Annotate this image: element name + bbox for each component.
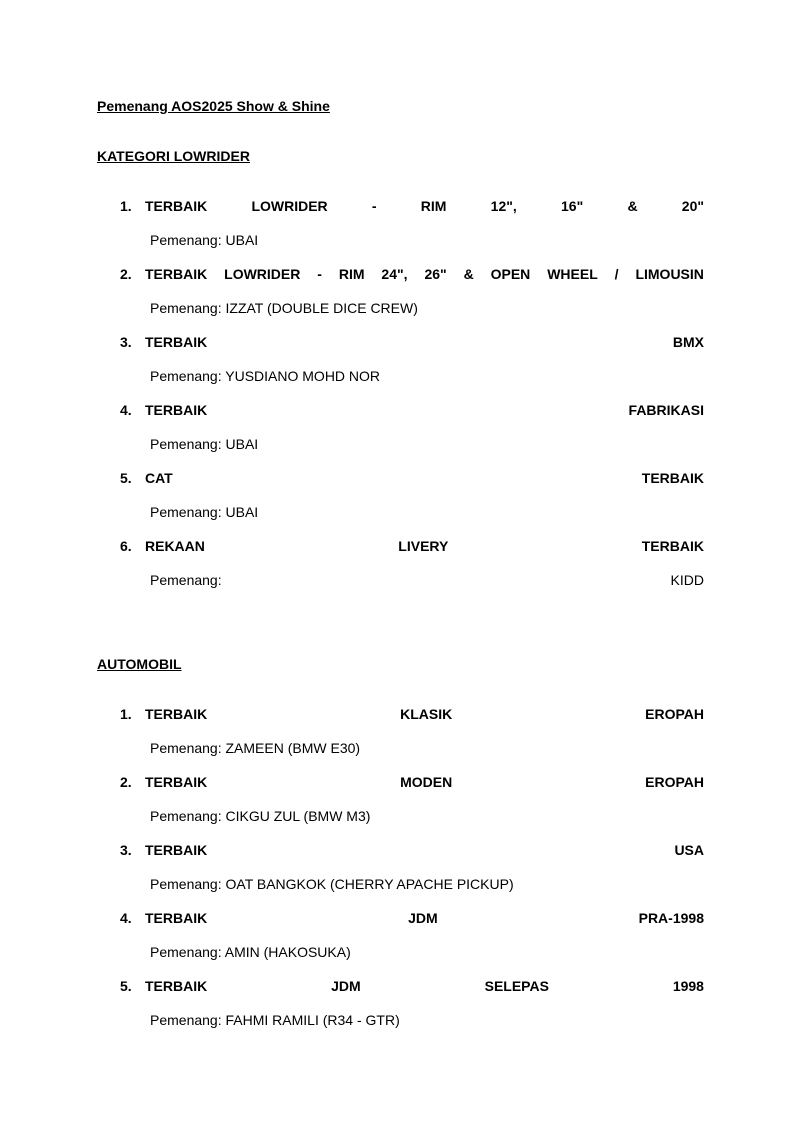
category-word: PRA-1998 (638, 910, 704, 926)
category-word: MODEN (400, 774, 453, 790)
category-word: 12", (490, 198, 517, 214)
winner-label: Pemenang: (150, 808, 222, 824)
category-word: RIM (420, 198, 447, 214)
entry-category (145, 197, 704, 215)
entry-number: 5. (120, 470, 132, 486)
category-word: 1998 (672, 978, 704, 994)
winner-name: CIKGU ZUL (BMW M3) (225, 808, 371, 824)
winner-label: Pemenang: (150, 572, 222, 588)
lowrider-entry-5 (120, 469, 704, 487)
lowrider-winner-4 (150, 435, 704, 453)
category-word: & (463, 266, 474, 282)
entry-category (145, 841, 704, 859)
lowrider-entry-3 (120, 333, 704, 351)
category-word: SELEPAS (484, 978, 549, 994)
category-word: TERBAIK (145, 706, 208, 722)
entry-category (145, 537, 704, 555)
entry-number: 6. (120, 538, 132, 554)
entry-number: 2. (120, 774, 132, 790)
entry-category (145, 333, 704, 351)
lowrider-entry-2 (120, 265, 704, 283)
winner-label: Pemenang: (150, 1012, 222, 1028)
category-word: TERBAIK (641, 538, 704, 554)
category-word: TERBAIK (145, 334, 208, 350)
automobil-entry-2 (120, 773, 704, 791)
category-word: 26" (424, 266, 447, 282)
category-word: TERBAIK (145, 402, 208, 418)
category-word: TERBAIK (641, 470, 704, 486)
entry-category (145, 977, 704, 995)
category-word: OPEN (490, 266, 531, 282)
automobil-winner-5 (150, 1011, 704, 1029)
category-word: - (317, 266, 322, 282)
winner-name: AMIN (HAKOSUKA) (224, 944, 351, 960)
entry-category (145, 705, 704, 723)
automobil-winner-4 (150, 943, 704, 961)
category-word: JDM (408, 910, 438, 926)
automobil-winner-2 (150, 807, 704, 825)
winner-label: Pemenang: (150, 368, 222, 384)
lowrider-entry-1 (120, 197, 704, 215)
entry-category (145, 773, 704, 791)
winner-label: Pemenang: (150, 876, 222, 892)
category-word: LOWRIDER (224, 266, 301, 282)
category-word: TERBAIK (145, 198, 208, 214)
category-word: KLASIK (400, 706, 453, 722)
category-word: LIMOUSIN (635, 266, 704, 282)
winner-name: OAT BANGKOK (CHERRY APACHE PICKUP) (225, 876, 514, 892)
category-word: BMX (672, 334, 704, 350)
winner-label: Pemenang: (150, 740, 222, 756)
category-word: TERBAIK (145, 266, 208, 282)
category-word: USA (674, 842, 704, 858)
category-word: REKAAN (145, 538, 205, 554)
category-word: & (627, 198, 638, 214)
automobil-entry-1 (120, 705, 704, 723)
category-word: RIM (338, 266, 365, 282)
winner-name: ZAMEEN (BMW E30) (225, 740, 361, 756)
lowrider-winner-1 (150, 231, 704, 249)
entry-number: 3. (120, 334, 132, 350)
lowrider-entry-6 (120, 537, 704, 555)
entry-category (145, 401, 704, 419)
winner-label: Pemenang: (150, 944, 222, 960)
category-word: 16" (561, 198, 584, 214)
winner-name: KIDD (670, 572, 704, 588)
automobil-winner-3 (150, 875, 704, 893)
automobil-winner-1 (150, 739, 704, 757)
winner-label: Pemenang: (150, 232, 222, 248)
entry-number: 2. (120, 266, 132, 282)
category-word: / (614, 266, 619, 282)
category-word: FABRIKASI (628, 402, 704, 418)
category-word: EROPAH (645, 774, 704, 790)
category-word: WHEEL (547, 266, 598, 282)
lowrider-winner-2 (150, 299, 704, 317)
winner-name: FAHMI RAMILI (R34 - GTR) (225, 1012, 400, 1028)
lowrider-winner-3 (150, 367, 704, 385)
entry-number: 1. (120, 706, 132, 722)
category-word: LIVERY (398, 538, 449, 554)
entry-category (145, 469, 704, 487)
category-word: TERBAIK (145, 978, 208, 994)
page-title: Pemenang AOS2025 Show & Shine (97, 98, 330, 114)
category-word: TERBAIK (145, 774, 208, 790)
lowrider-entry-4 (120, 401, 704, 419)
entry-number: 1. (120, 198, 132, 214)
lowrider-winner-6 (150, 571, 704, 589)
winner-name: IZZAT (DOUBLE DICE CREW) (225, 300, 418, 316)
category-word: TERBAIK (145, 842, 208, 858)
category-word: - (371, 198, 377, 214)
entry-number: 3. (120, 842, 132, 858)
winner-name: UBAI (225, 232, 259, 248)
winner-label: Pemenang: (150, 436, 222, 452)
category-word: 20" (681, 198, 704, 214)
entry-number: 5. (120, 978, 132, 994)
category-word: CAT (145, 470, 173, 486)
entry-category (145, 909, 704, 927)
winner-label: Pemenang: (150, 504, 222, 520)
automobil-entry-4 (120, 909, 704, 927)
automobil-entry-3 (120, 841, 704, 859)
winner-name: YUSDIANO MOHD NOR (225, 368, 381, 384)
winner-label: Pemenang: (150, 300, 222, 316)
category-word: JDM (331, 978, 361, 994)
section-heading-lowrider: KATEGORI LOWRIDER (97, 148, 250, 164)
entry-category (145, 265, 704, 283)
category-word: LOWRIDER (251, 198, 328, 214)
automobil-entry-5 (120, 977, 704, 995)
winner-name: UBAI (225, 436, 259, 452)
category-word: 24", (381, 266, 408, 282)
category-word: TERBAIK (145, 910, 208, 926)
category-word: EROPAH (645, 706, 704, 722)
entry-number: 4. (120, 402, 132, 418)
section-heading-automobil: AUTOMOBIL (97, 656, 182, 672)
entry-number: 4. (120, 910, 132, 926)
lowrider-winner-5 (150, 503, 704, 521)
winner-name: UBAI (225, 504, 259, 520)
